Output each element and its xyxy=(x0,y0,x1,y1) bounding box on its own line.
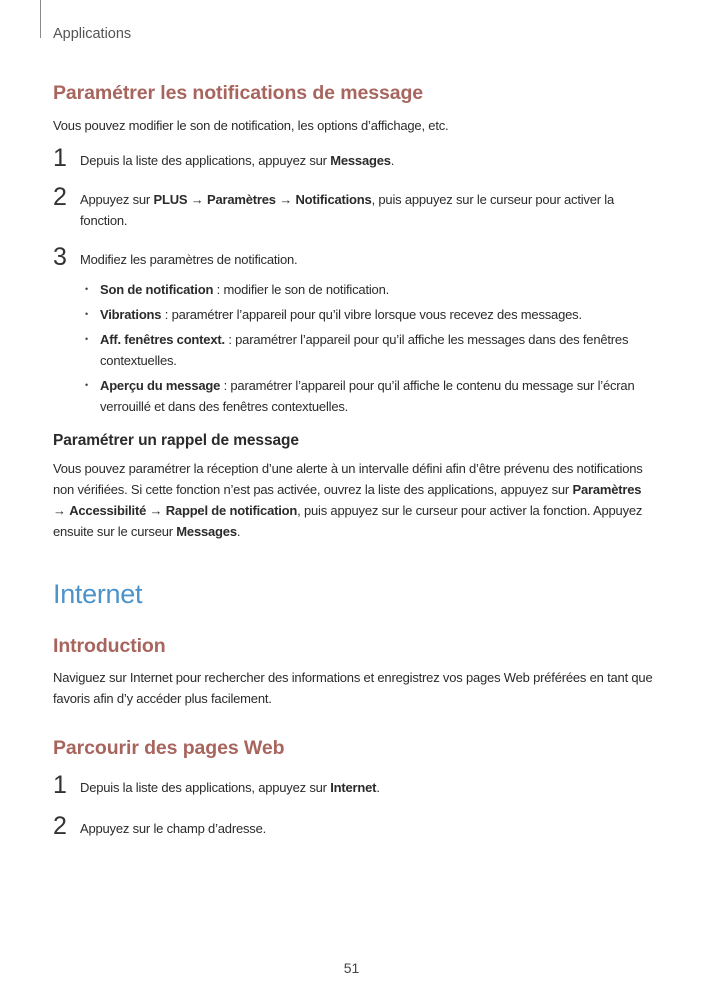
list-item xyxy=(100,375,653,417)
paragraph-keyword: Messages xyxy=(176,524,237,539)
paragraph-keyword: Rappel de notification xyxy=(165,503,298,518)
browse-step-2 xyxy=(53,812,653,840)
notif-step-2 xyxy=(53,183,653,231)
section-title-browse: Parcourir des pages Web xyxy=(53,737,285,759)
step-keyword: Messages xyxy=(330,153,391,168)
arrow-separator: → xyxy=(53,503,70,518)
arrow-separator: → xyxy=(187,192,207,207)
option-term: Aff. fenêtres context. xyxy=(100,332,225,347)
notif-step-1 xyxy=(53,144,653,172)
list-item xyxy=(100,279,653,300)
browse-step-1 xyxy=(53,771,653,799)
chapter-title-internet: Internet xyxy=(53,579,143,609)
step-text: Appuyez sur xyxy=(80,192,154,207)
option-description: : paramétrer l’appareil pour qu’il affiche le contenu du message sur l’écran verrouillé et dans des fenêtres contextuelles. xyxy=(100,378,635,414)
option-description: : paramétrer l’appareil pour qu’il vibre lorsque vous recevez des messages. xyxy=(161,307,582,322)
step-text: . xyxy=(390,153,395,168)
running-header: Applications xyxy=(53,26,132,42)
arrow-separator: → xyxy=(275,192,296,207)
list-item xyxy=(100,329,653,371)
step-keyword: Paramètres xyxy=(206,192,276,207)
step-keyword: Internet xyxy=(330,780,377,795)
paragraph-text: Vous pouvez paramétrer la réception d’une alerte à un intervalle défini afin d’être prévenu des notifications non vérifiées. Si cette fonction n’est pas activée, ouvrez la liste des applications, appuyez sur xyxy=(53,461,643,497)
step-number: 3 xyxy=(53,243,67,271)
step-text: Depuis la liste des applications, appuyez sur xyxy=(80,153,331,168)
step-text: , puis appuyez sur le curseur pour activer la fonction. xyxy=(80,192,615,228)
notif-step-3 xyxy=(53,243,653,271)
list-item xyxy=(100,304,653,325)
introduction-paragraph: Naviguez sur Internet pour rechercher des informations et enregistrez vos pages Web préférées en tant que favoris afin d’y accéder plus facilement. xyxy=(53,670,653,706)
option-description: : paramétrer l’appareil pour qu’il affiche les messages dans des fenêtres contextuelles. xyxy=(100,332,629,368)
option-term: Aperçu du message xyxy=(100,378,221,393)
paragraph-keyword: Accessibilité xyxy=(69,503,147,518)
step-text: Depuis la liste des applications, appuyez sur xyxy=(80,780,331,795)
step-number: 1 xyxy=(53,771,67,799)
arrow-separator: → xyxy=(146,503,166,518)
option-description: : modifier le son de notification. xyxy=(213,282,390,297)
subsection-title-reminder: Paramétrer un rappel de message xyxy=(53,432,299,449)
page-edge-rule xyxy=(40,0,41,38)
step-keyword: PLUS xyxy=(153,192,188,207)
notification-options-list xyxy=(53,279,653,417)
reminder-paragraph xyxy=(53,458,653,542)
step-keyword: Notifications xyxy=(295,192,372,207)
step-number: 2 xyxy=(53,183,67,211)
paragraph-keyword: Paramètres xyxy=(572,482,642,497)
option-term: Son de notification xyxy=(100,282,214,297)
notifications-intro: Vous pouvez modifier le son de notification, les options d’affichage, etc. xyxy=(53,118,449,133)
step-number: 1 xyxy=(53,144,67,172)
page-content xyxy=(53,82,653,839)
page-number: 51 xyxy=(343,960,360,976)
step-text: Modifiez les paramètres de notification. xyxy=(80,252,298,267)
section-title-introduction: Introduction xyxy=(53,635,166,657)
paragraph-text: . xyxy=(236,524,241,539)
option-term: Vibrations xyxy=(100,307,162,322)
section-title-notifications: Paramétrer les notifications de message xyxy=(53,82,424,104)
step-number: 2 xyxy=(53,812,67,840)
step-text: Appuyez sur le champ d’adresse. xyxy=(80,821,267,836)
step-text: . xyxy=(376,780,380,795)
paragraph-text: , puis appuyez sur le curseur pour activer la fonction. Appuyez ensuite sur le curseur xyxy=(53,503,643,539)
